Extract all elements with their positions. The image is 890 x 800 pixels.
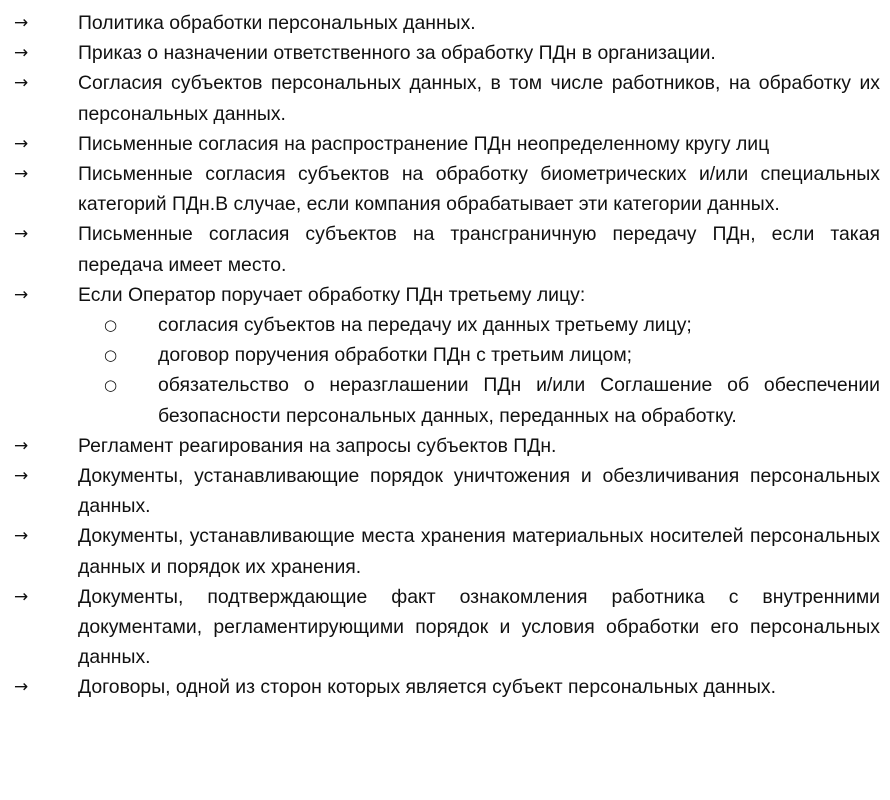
sub-list-item — [0, 370, 890, 430]
list-item — [0, 521, 890, 581]
arrow-icon: → — [14, 43, 29, 64]
list-item-text: Письменные согласия субъектов на трансграничную передачу ПДн, если такая передача имеет место. — [78, 223, 880, 276]
circle-bullet-icon: ○ — [104, 316, 118, 335]
list-item-text: Договоры, одной из сторон которых является субъект персональных данных. — [78, 676, 776, 699]
list-item — [0, 431, 890, 461]
list-item — [0, 582, 890, 673]
list-item-text: Приказ о назначении ответственного за обработку ПДн в организации. — [78, 42, 716, 65]
arrow-icon: → — [14, 133, 29, 154]
list-item-text: Документы, устанавливающие порядок уничтожения и обезличивания персональных данных. — [78, 465, 880, 518]
list-item — [0, 8, 890, 38]
list-item — [0, 219, 890, 279]
sub-list-item-text: договор поручения обработки ПДн с третьим лицом; — [158, 344, 633, 367]
list-item-text: Если Оператор поручает обработку ПДн третьему лицу: — [78, 283, 586, 306]
sub-list-item-text: согласия субъектов на передачу их данных третьему лицу; — [158, 314, 692, 337]
list-item-text: Документы, подтверждающие факт ознакомления работника с внутренними документами, регламентирующими порядок и условия обработки его персональных данных. — [78, 585, 880, 669]
list-item — [0, 68, 890, 128]
list-item — [0, 159, 890, 219]
list-item — [0, 672, 890, 702]
sub-list-item — [0, 310, 890, 340]
list-item-text: Письменные согласия на распространение ПДн неопределенному кругу лиц — [78, 132, 770, 155]
list-item-text: Документы, устанавливающие места хранения материальных носителей персональных данных и порядок их хранения. — [78, 525, 880, 578]
list-item — [0, 461, 890, 521]
arrow-icon: → — [14, 73, 29, 94]
arrow-icon: → — [14, 586, 29, 607]
sub-list-item-text: обязательство о неразглашении ПДн и/или Соглашение об обеспечении безопасности персональных данных, переданных на обработку. — [158, 374, 880, 427]
list-item — [0, 38, 890, 68]
list-item-text: Регламент реагирования на запросы субъектов ПДн. — [78, 434, 557, 457]
arrow-icon: → — [14, 164, 29, 185]
circle-bullet-icon: ○ — [104, 346, 118, 365]
arrow-icon: → — [14, 284, 29, 305]
arrow-icon: → — [14, 435, 29, 456]
sub-list-item — [0, 340, 890, 370]
list-item — [0, 129, 890, 159]
arrow-icon: → — [14, 677, 29, 698]
arrow-icon: → — [14, 224, 29, 245]
list-item — [0, 280, 890, 310]
circle-bullet-icon: ○ — [104, 376, 118, 395]
arrow-icon: → — [14, 13, 29, 33]
arrow-icon: → — [14, 466, 29, 487]
list-item-text: Согласия субъектов персональных данных, в том числе работников, на обработку их персональных данных. — [78, 72, 880, 125]
list-item-text: Политика обработки персональных данных. — [78, 12, 476, 34]
list-item-text: Письменные согласия субъектов на обработку биометрических и/или специальных категорий ПДн.В случае, если компания обрабатывает эти категории данных. — [78, 163, 880, 216]
arrow-icon: → — [14, 526, 29, 547]
